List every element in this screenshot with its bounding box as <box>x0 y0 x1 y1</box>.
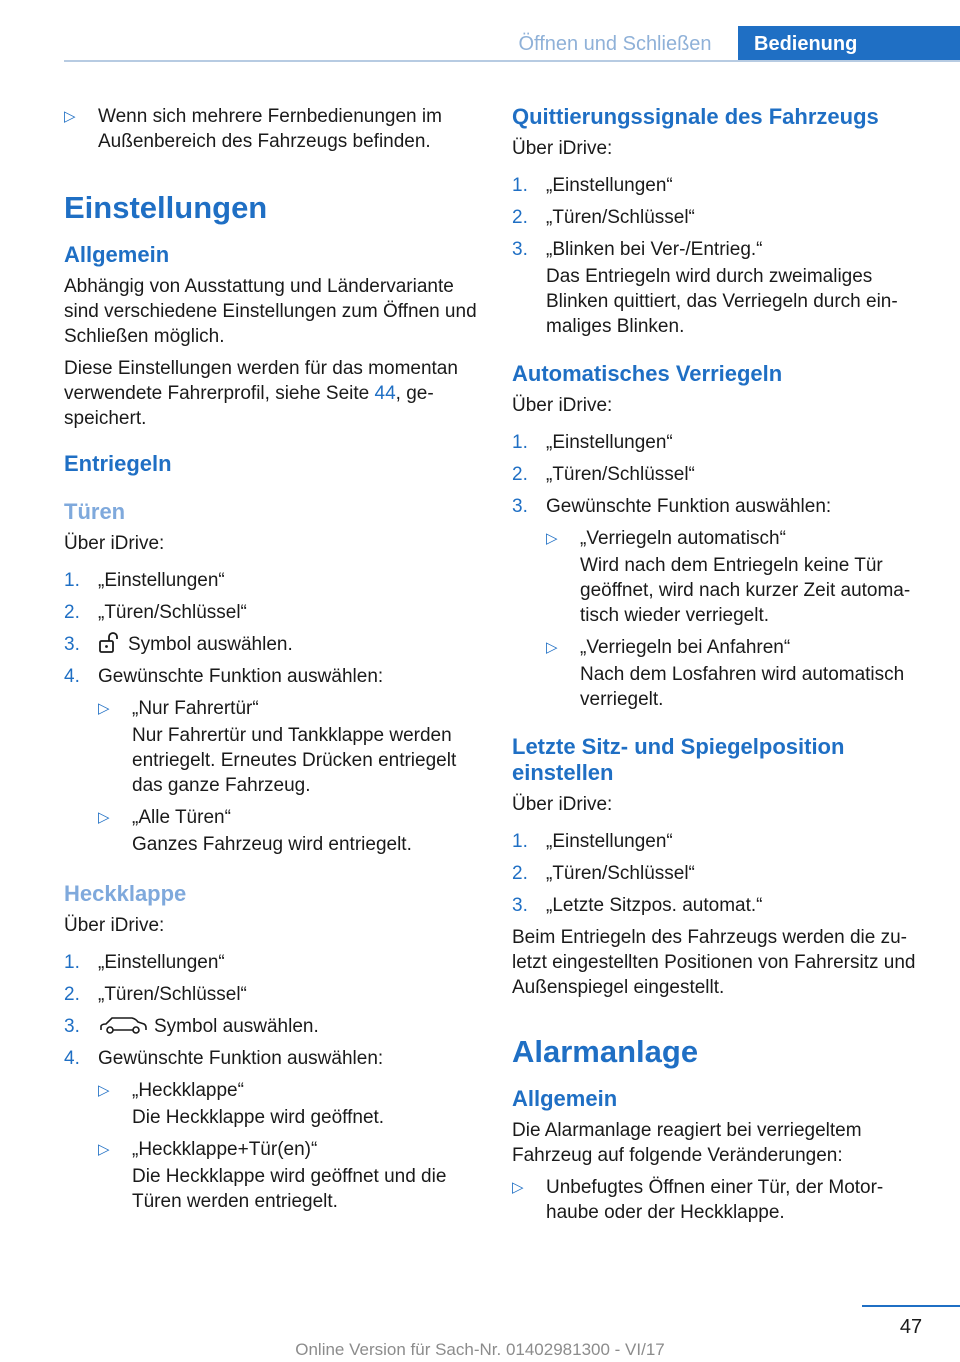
list-item: 2. „Türen/Schlüssel“ <box>512 863 695 884</box>
header-chapter-tab: Bedienung <box>738 26 960 62</box>
triangle-right-icon: ▷ <box>64 108 76 125</box>
list-item <box>64 104 486 154</box>
list-item: 2. „Türen/Schlüssel“ <box>512 207 695 228</box>
list-item: ▷ „Heckklappe+Tür(en)“ Die Heckklappe wird geöffnet und die Türen werden entriegelt. <box>98 1139 447 1212</box>
paragraph: Über iDrive: <box>512 794 613 815</box>
paragraph: Über iDrive: <box>512 395 613 416</box>
heading-automatisches-verriegeln: Automatisches Verriegeln <box>512 361 783 386</box>
paragraph: Über iDrive: <box>64 533 165 554</box>
list-item: 3. Symbol auswählen. <box>64 634 293 655</box>
right-column <box>512 104 932 1232</box>
triangle-right-icon: ▷ <box>546 530 558 547</box>
heading-alarmanlage: Alarmanlage <box>512 1034 699 1069</box>
paragraph: Abhängig von Ausstattung und Ländervariante sind verschiedene Einstellungen zum Öffnen und Schließen möglich. <box>64 276 477 347</box>
list-item: 2. „Türen/Schlüssel“ <box>64 602 247 623</box>
triangle-right-icon: ▷ <box>98 1082 110 1099</box>
list-item: ▷ „Verriegeln automatisch“ Wird nach dem Entriegeln keine Tür geöffnet, wird nach kurzer Zeit automa‐ tisch wieder verriegelt. <box>546 528 911 626</box>
heading-heckklappe: Heckklappe <box>64 881 187 906</box>
paragraph: Diese Einstellungen werden für das momentan verwendete Fahrerprofil, siehe Seite 44, ge‐ speichert. <box>64 358 458 429</box>
paragraph: Über iDrive: <box>512 138 613 159</box>
page-link[interactable]: 44 <box>374 383 396 404</box>
list-item: 1. „Einstellungen“ <box>512 831 673 852</box>
heading-letzte-sitzposition: Letzte Sitz- und Spiegelposition einstellen <box>512 734 845 785</box>
list-item: ▷ „Alle Türen“ Ganzes Fahrzeug wird entriegelt. <box>98 807 412 855</box>
heading-einstellungen: Einstellungen <box>64 190 268 225</box>
list-item: 3. „Blinken bei Ver-/Entrieg.“ Das Entriegeln wird durch zweimaliges Blinken quittiert, das Verriegeln durch ein‐ maliges Blinken. <box>512 239 898 337</box>
list-item: 4. Gewünschte Funktion auswählen: <box>64 1048 384 1069</box>
intro-bullet-text: Wenn sich mehrere Fernbedienungen im Außenbereich des Fahrzeugs befinden. <box>98 106 442 152</box>
heading-allgemein: Allgemein <box>64 242 170 267</box>
footer-version-text: Online Version für Sach-Nr. 01402981300 - VI/17 <box>295 1340 665 1359</box>
page-number: 47 <box>899 1316 923 1338</box>
heading-entriegeln: Entriegeln <box>64 451 172 476</box>
paragraph: Die Alarmanlage reagiert bei verriegeltem Fahrzeug auf folgende Veränderungen: <box>512 1120 862 1166</box>
footer-rule <box>862 1305 960 1307</box>
car-tailgate-icon <box>98 1014 148 1036</box>
list-item: 4. Gewünschte Funktion auswählen: <box>64 666 384 687</box>
left-column <box>64 104 486 1221</box>
option-list <box>64 696 486 857</box>
paragraph: Beim Entriegeln des Fahrzeugs werden die zu‐ letzt eingestellten Positionen von Fahrersitz und Außenspiegel eingestellt. <box>512 927 916 998</box>
list-item: 2. „Türen/Schlüssel“ <box>64 984 247 1005</box>
list-item: 1. „Einstellungen“ <box>64 952 225 973</box>
list-item: ▷ Unbefugtes Öffnen einer Tür, der Motor‐ haube oder der Heckklappe. <box>512 1177 884 1223</box>
heading-tueren: Türen <box>64 499 126 524</box>
triangle-right-icon: ▷ <box>512 1179 524 1196</box>
list-item: 1. „Einstellungen“ <box>512 432 673 453</box>
list-item: ▷ „Nur Fahrertür“ Nur Fahrertür und Tankklappe werden entriegelt. Erneutes Drücken entriegelt das ganze Fahrzeug. <box>98 698 457 796</box>
triangle-right-icon: ▷ <box>98 700 110 717</box>
list-item: 1. „Einstellungen“ <box>64 570 225 591</box>
heading-quittierungssignale: Quittierungssignale des Fahrzeugs <box>512 104 879 129</box>
paragraph: Über iDrive: <box>64 915 165 936</box>
heading-allgemein: Allgemein <box>512 1086 618 1111</box>
list-item: 3. „Letzte Sitzpos. automat.“ <box>512 895 763 916</box>
unlock-icon <box>98 632 122 654</box>
list-item: 2. „Türen/Schlüssel“ <box>512 464 695 485</box>
option-list <box>64 1078 486 1214</box>
list-item: 1. „Einstellungen“ <box>512 175 673 196</box>
list-item: 3. Symbol auswählen. <box>64 1016 319 1037</box>
list-item: 3. Gewünschte Funktion auswählen: <box>512 496 832 517</box>
triangle-right-icon: ▷ <box>98 809 110 826</box>
option-list <box>512 526 932 712</box>
header-section-title: Öffnen und Schließen <box>518 32 712 55</box>
header-rule <box>64 60 960 62</box>
list-item: ▷ „Heckklappe“ Die Heckklappe wird geöffnet. <box>98 1080 385 1128</box>
triangle-right-icon: ▷ <box>546 639 558 656</box>
triangle-right-icon: ▷ <box>98 1141 110 1158</box>
list-item: ▷ „Verriegeln bei Anfahren“ Nach dem Losfahren wird automatisch verriegelt. <box>546 637 905 710</box>
